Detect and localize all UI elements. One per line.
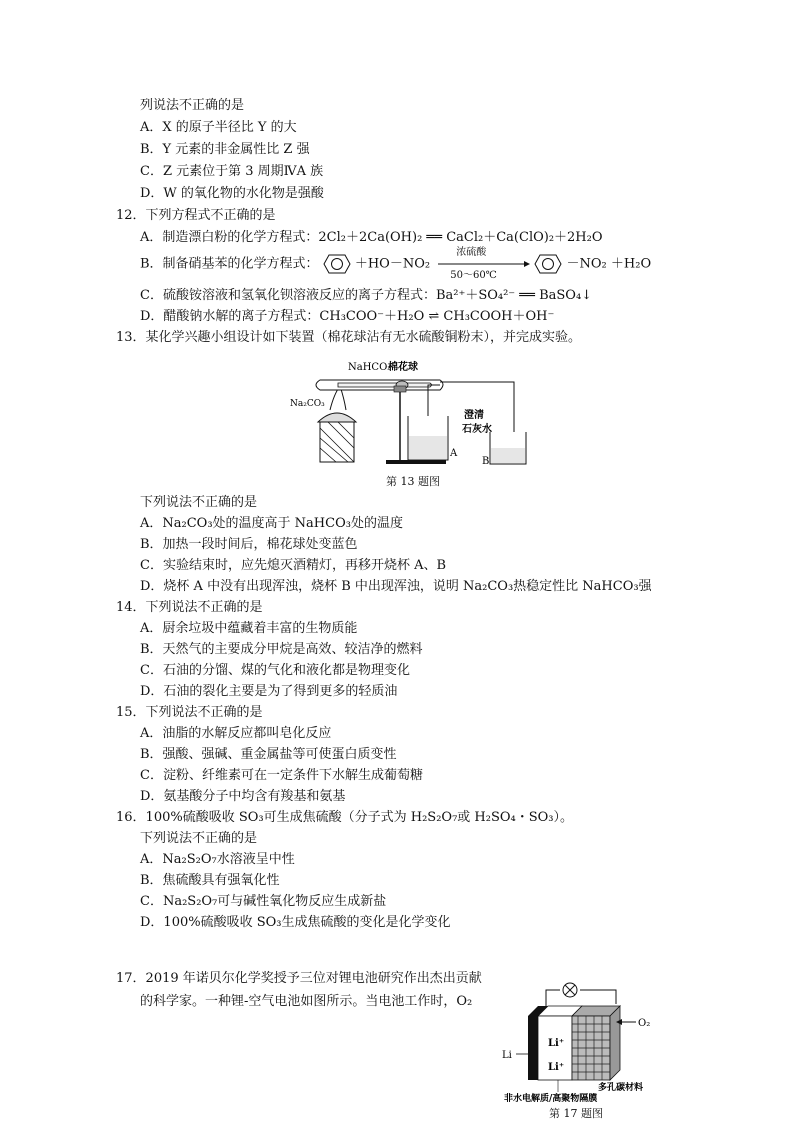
q14-option-c: C．石油的分馏、煤的气化和液化都是物理变化: [140, 663, 410, 678]
q17-line-1: 17．2019 年诺贝尔化学奖授予三位对锂电池研究作出杰出贡献: [116, 971, 482, 986]
q12-stem: 12．下列方程式不正确的是: [116, 208, 276, 223]
q11-option-b: B．Y 元素的非金属性比 Z 强: [140, 142, 310, 157]
q17-caption: 第 17 题图: [549, 1107, 603, 1120]
label-beaker-a: A: [450, 448, 458, 459]
q15-option-d: D．氨基酸分子中均含有羧基和氨基: [140, 789, 346, 804]
q14-stem: 14．下列说法不正确的是: [116, 600, 263, 615]
benzene-ring-icon: [534, 254, 562, 274]
q16-sub: 下列说法不正确的是: [140, 831, 258, 846]
q15-option-a: A．油脂的水解反应都叫皂化反应: [140, 726, 332, 741]
q13-option-b: B．加热一段时间后，棉花球处变蓝色: [140, 537, 358, 552]
q16-option-d: D．100%硫酸吸收 SO₃生成焦硫酸的变化是化学变化: [140, 915, 451, 930]
q12-option-b: [140, 247, 652, 281]
q17-line-2: 的科学家。一种锂-空气电池如图所示。当电池工作时，O₂: [140, 994, 473, 1009]
label-o2: O₂: [638, 1018, 651, 1029]
label-carbon: 多孔碳材料: [598, 1083, 644, 1093]
q16-option-c: C．Na₂S₂O₇可与碱性氧化物反应生成新盐: [140, 894, 387, 909]
reaction-arrow: [434, 247, 530, 281]
reaction-condition-bottom: 50～60℃: [450, 270, 497, 281]
q17-battery-drawing: [498, 980, 688, 1102]
label-limewater-2: 石灰水: [462, 424, 492, 435]
q13-option-c: C．实验结束时，应先熄灭酒精灯，再移开烧杯 A、B: [140, 558, 447, 573]
q15-stem: 15．下列说法不正确的是: [116, 705, 263, 720]
q14-option-b: B．天然气的主要成分甲烷是高效、较洁净的燃料: [140, 642, 423, 657]
q12-option-b-suffix: －NO₂ ＋H₂O: [566, 256, 652, 272]
q13-option-a: A．Na₂CO₃处的温度高于 NaHCO₃处的温度: [140, 516, 403, 531]
q14-option-a: A．厨余垃圾中蕴藏着丰富的生物质能: [140, 621, 358, 636]
q12-option-d: D．醋酸钠水解的离子方程式：CH₃COO⁻＋H₂O ⇌ CH₃COOH＋OH⁻: [140, 309, 555, 324]
q11-option-a: A．X 的原子半径比 Y 的大: [140, 120, 297, 135]
q13-option-d: D．烧杯 A 中没有出现浑浊，烧杯 B 中出现浑浊，说明 Na₂CO₃热稳定性比 NaHCO₃强: [140, 579, 652, 594]
q11-tail: 列说法不正确的是: [140, 98, 245, 113]
q12-option-c: C．硫酸铵溶液和氢氧化钡溶液反应的离子方程式：Ba²⁺＋SO₄²⁻ ══ BaSO₄↓: [140, 288, 593, 303]
q15-option-c: C．淀粉、纤维素可在一定条件下水解生成葡萄糖: [140, 768, 423, 783]
q11-option-d: D．W 的氧化物的水化物是强酸: [140, 186, 324, 201]
q16-option-a: A．Na₂S₂O₇水溶液呈中性: [140, 852, 295, 867]
label-li: Li: [502, 1050, 512, 1061]
q17-battery-figure: [498, 980, 688, 1102]
q13-stem: 13．某化学兴趣小组设计如下装置（棉花球沾有无水硫酸铜粉末），并完成实验。: [116, 330, 582, 345]
q12-option-a: A．制造漂白粉的化学方程式：2Cl₂＋2Ca(OH)₂ ══ CaCl₂＋Ca(ClO)₂＋2H₂O: [140, 230, 603, 245]
label-na2co3: Na₂CO₃: [290, 399, 325, 409]
q15-option-b: B．强酸、强碱、重金属盐等可使蛋白质变性: [140, 747, 397, 762]
q13-caption: 第 13 题图: [386, 475, 440, 488]
benzene-ring-icon: [323, 254, 351, 274]
q16-stem: 16．100%硫酸吸收 SO₃可生成焦硫酸（分子式为 H₂S₂O₇或 H₂SO₄・SO₃）。: [116, 810, 574, 825]
q14-option-d: D．石油的裂化主要是为了得到更多的轻质油: [140, 684, 398, 699]
q12-option-b-reagent: ＋HO－NO₂: [354, 256, 431, 272]
reaction-condition-top: 浓硫酸: [456, 247, 487, 258]
q12-option-b-prefix: B．制备硝基苯的化学方程式：: [140, 256, 319, 272]
label-nahco3: NaHCO₃: [348, 362, 392, 373]
q16-option-b: B．焦硫酸具有强氧化性: [140, 873, 280, 888]
label-beaker-b: B: [482, 456, 490, 467]
label-cotton: 棉花球: [388, 362, 418, 373]
q13-apparatus-figure: [290, 352, 530, 470]
label-li-ion-1: Li⁺: [548, 1038, 565, 1049]
q11-option-c: C．Z 元素位于第 3 周期ⅣA 族: [140, 164, 324, 179]
q13-sub: 下列说法不正确的是: [140, 495, 258, 510]
label-li-ion-2: Li⁺: [548, 1062, 565, 1073]
label-membrane: 非水电解质/高聚物隔膜: [504, 1094, 598, 1102]
q13-apparatus-drawing: [290, 352, 530, 470]
label-limewater-1: 澄清: [464, 410, 484, 421]
